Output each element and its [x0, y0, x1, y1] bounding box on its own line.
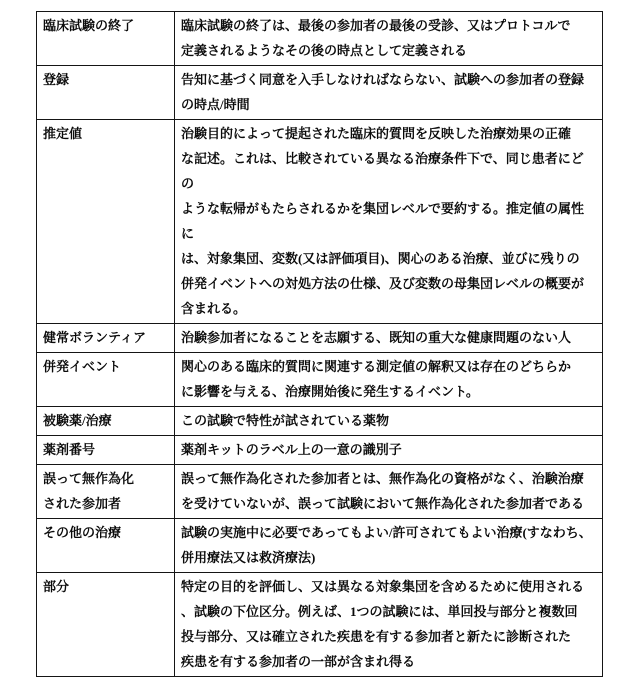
term-cell: 健常ボランティア	[37, 324, 175, 353]
term-cell: 被験薬/治療	[37, 407, 175, 436]
definition-cell: 関心のある臨床的質問に関連する測定値の解釈又は存在のどちらか に影響を与える、治療開始後に発生するイベント。	[175, 353, 603, 407]
table-row	[37, 66, 603, 120]
table-row	[37, 465, 603, 519]
term-cell: 誤って無作為化 された参加者	[37, 465, 175, 519]
table-row	[37, 12, 603, 66]
definition-cell: 試験の実施中に必要であってもよい/許可されてもよい治療(すなわち、 併用療法又は救済療法)	[175, 519, 603, 573]
definition-cell: 誤って無作為化された参加者とは、無作為化の資格がなく、治験治療 を受けていないが、誤って試験において無作為化された参加者である	[175, 465, 603, 519]
definition-cell: この試験で特性が試されている薬物	[175, 407, 603, 436]
table-row	[37, 436, 603, 465]
term-cell: 併発イベント	[37, 353, 175, 407]
table-row	[37, 519, 603, 573]
definition-cell: 告知に基づく同意を入手しなければならない、試験への参加者の登録 の時点/時間	[175, 66, 603, 120]
glossary-table	[36, 11, 603, 677]
term-cell: 部分	[37, 573, 175, 677]
definition-cell: 薬剤キットのラベル上の一意の識別子	[175, 436, 603, 465]
term-cell: 臨床試験の終了	[37, 12, 175, 66]
table-row	[37, 120, 603, 324]
definition-cell: 特定の目的を評価し、又は異なる対象集団を含めるために使用される 、試験の下位区分。例えば、1つの試験には、単回投与部分と複数回 投与部分、又は確立された疾患を有する参加者と新たに診断された 疾患を有する参加者の一部が含まれ得る	[175, 573, 603, 677]
table-row	[37, 324, 603, 353]
definition-cell: 臨床試験の終了は、最後の参加者の最後の受診、又はプロトコルで 定義されるようなその後の時点として定義される	[175, 12, 603, 66]
table-row	[37, 573, 603, 677]
term-cell: その他の治療	[37, 519, 175, 573]
table-row	[37, 353, 603, 407]
term-cell: 登録	[37, 66, 175, 120]
term-cell: 推定値	[37, 120, 175, 324]
definition-cell: 治験参加者になることを志願する、既知の重大な健康問題のない人	[175, 324, 603, 353]
definition-cell: 治験目的によって提起された臨床的質問を反映した治療効果の正確 な記述。これは、比較されている異なる治療条件下で、同じ患者にどの ような転帰がもたらされるかを集団レベルで要約する。推定値の属性に は、対象集団、変数(又は評価項目)、関心のある治療、並びに残りの 併発イベントへの対処方法の仕様、及び変数の母集団レベルの概要が 含まれる。	[175, 120, 603, 324]
term-cell: 薬剤番号	[37, 436, 175, 465]
table-row	[37, 407, 603, 436]
